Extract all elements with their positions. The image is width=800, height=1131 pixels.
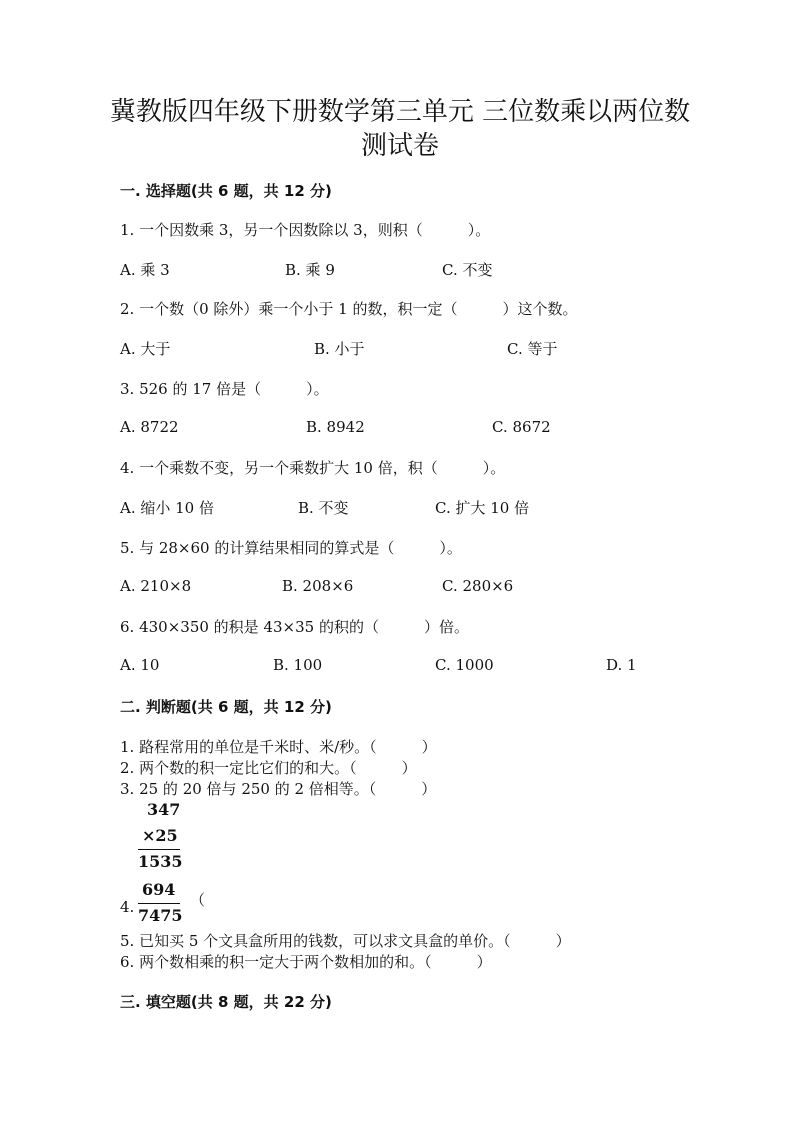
calc-partial-product-1: 1535 <box>138 852 183 871</box>
page-title-line1: 冀教版四年级下册数学第三单元 三位数乘以两位数 <box>109 97 691 127</box>
calc-rule-1 <box>138 849 180 850</box>
calc-rule-2 <box>138 903 180 904</box>
choice-question-2: 2. 一个数（0 除外）乘一个小于 1 的数，积一定（ ）这个数。 <box>120 300 578 318</box>
choice-6-option-b: B. 100 <box>273 656 323 674</box>
judge-item-6: 6. 两个数相乘的积一定大于两个数相加的和。（ ） <box>120 953 492 971</box>
choice-3-option-b: B. 8942 <box>306 418 365 436</box>
choice-6-option-c: C. 1000 <box>435 656 494 674</box>
judge-item-5: 5. 已知买 5 个文具盒所用的钱数，可以求文具盒的单价。（ ） <box>120 932 571 950</box>
choice-6-option-d: D. 1 <box>606 656 637 674</box>
choice-5-option-b: B. 208×6 <box>282 577 354 595</box>
choice-question-3: 3. 526 的 17 倍是（ ）。 <box>120 380 329 398</box>
choice-question-1: 1. 一个因数乘 3，另一个因数除以 3，则积（ ）。 <box>120 221 491 239</box>
choice-6-option-a: A. 10 <box>120 656 160 674</box>
judge-item-4-label: 4. <box>120 898 135 916</box>
choice-4-option-b: B. 不变 <box>298 499 349 517</box>
choice-1-option-c: C. 不变 <box>442 261 493 279</box>
choice-4-option-c: C. 扩大 10 倍 <box>435 499 530 517</box>
choice-question-5: 5. 与 28×60 的计算结果相同的算式是（ ）。 <box>120 539 462 557</box>
judge-item-4-bracket: （ <box>190 891 206 909</box>
choice-3-option-a: A. 8722 <box>120 418 179 436</box>
calc-partial-product-2: 694 <box>142 880 176 899</box>
choice-3-option-c: C. 8672 <box>492 418 551 436</box>
judge-item-1: 1. 路程常用的单位是千米时、米/秒。（ ） <box>120 738 437 756</box>
judge-item-3: 3. 25 的 20 倍与 250 的 2 倍相等。（ ） <box>120 780 437 798</box>
choice-4-option-a: A. 缩小 10 倍 <box>120 499 214 517</box>
judge-item-2: 2. 两个数的积一定比它们的和大。（ ） <box>120 759 417 777</box>
choice-5-option-c: C. 280×6 <box>442 577 514 595</box>
calc-result: 7475 <box>138 906 183 925</box>
choice-question-6: 6. 430×350 的积是 43×35 的积的（ ）倍。 <box>120 618 469 636</box>
choice-2-option-b: B. 小于 <box>314 340 365 358</box>
choice-2-option-c: C. 等于 <box>507 340 558 358</box>
section-heading-fill: 三. 填空题(共 8 题，共 22 分) <box>120 993 332 1011</box>
choice-2-option-a: A. 大于 <box>120 340 171 358</box>
section-heading-judge: 二. 判断题(共 6 题，共 12 分) <box>120 698 332 716</box>
section-heading-choice: 一. 选择题(共 6 题，共 12 分) <box>120 182 332 200</box>
page-title-line2: 测试卷 <box>360 131 439 161</box>
calc-multiplier: ×25 <box>142 826 178 845</box>
choice-1-option-a: A. 乘 3 <box>120 261 170 279</box>
choice-1-option-b: B. 乘 9 <box>285 261 335 279</box>
choice-question-4: 4. 一个乘数不变，另一个乘数扩大 10 倍，积（ ）。 <box>120 459 506 477</box>
choice-5-option-a: A. 210×8 <box>120 577 192 595</box>
calc-top-number: 347 <box>147 800 181 819</box>
